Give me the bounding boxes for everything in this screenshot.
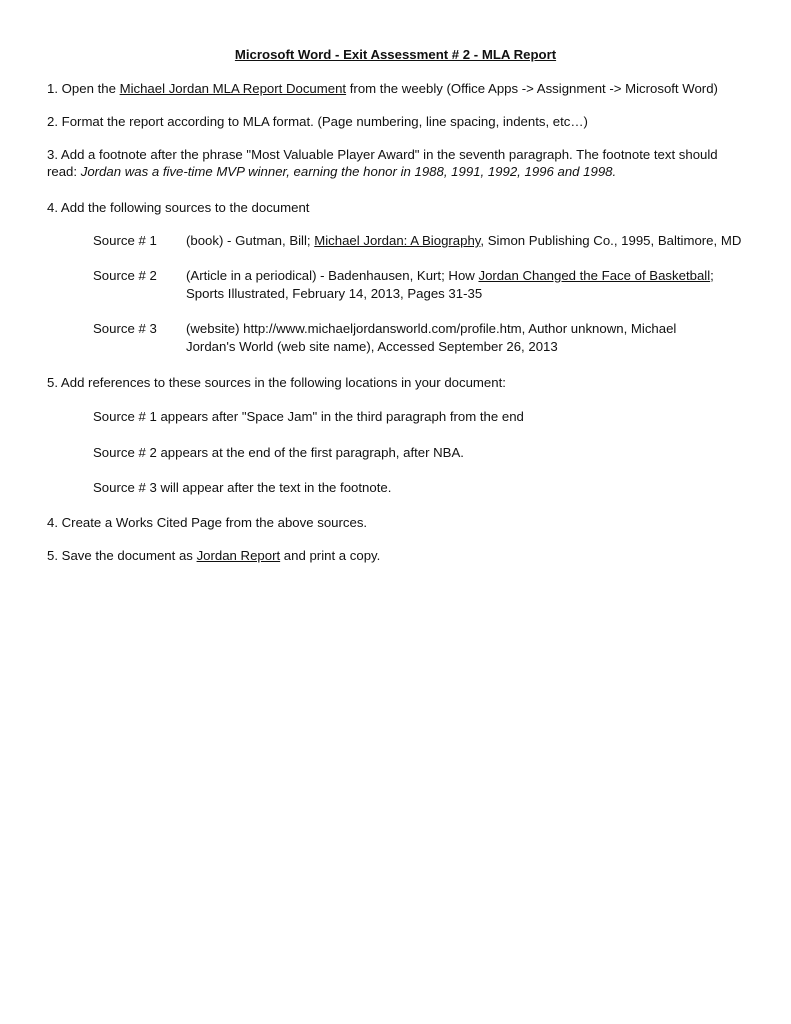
source-1-title: Michael Jordan: A Biography <box>314 233 481 248</box>
source-2-post: ; <box>710 268 714 283</box>
instruction-3-prefix: read: <box>47 164 81 179</box>
instruction-1 <box>47 80 718 97</box>
instruction-4: 4. Add the following sources to the document <box>47 200 310 215</box>
instruction-5-save-suffix: and print a copy. <box>280 548 381 563</box>
source-3-citation: (website) http://www.michaeljordansworld.com/profile.htm, Author unknown, Michael <box>186 321 677 336</box>
instruction-2: 2. Format the report according to MLA format. (Page numbering, line spacing, indents, etc…) <box>47 114 588 129</box>
source-3-citation-line-2: Jordan's World (web site name), Accessed September 26, 2013 <box>186 339 558 354</box>
source-2-label: Source # 2 <box>93 268 157 283</box>
source-2-pre: (Article in a periodical) - Badenhausen, Kurt; How <box>186 268 479 283</box>
instruction-5-save-prefix: 5. Save the document as <box>47 548 197 563</box>
instruction-5: 5. Add references to these sources in the following locations in your document: <box>47 375 506 390</box>
report-document-link[interactable]: Michael Jordan MLA Report Document <box>119 81 347 96</box>
file-name: Jordan Report <box>196 548 281 563</box>
source-2-citation <box>186 267 714 284</box>
document-title: Microsoft Word - Exit Assessment # 2 - MLA Report <box>234 47 557 62</box>
source-3-label: Source # 3 <box>93 321 157 336</box>
source-1-post: , Simon Publishing Co., 1995, Baltimore, MD <box>480 233 742 248</box>
source-1-pre: (book) - Gutman, Bill; <box>186 233 315 248</box>
instruction-1-prefix: 1. Open the <box>47 81 120 96</box>
instruction-5-save <box>47 547 380 564</box>
source-1-citation <box>186 232 741 249</box>
reference-2: Source # 2 appears at the end of the first paragraph, after NBA. <box>93 445 464 460</box>
reference-3: Source # 3 will appear after the text in the footnote. <box>93 480 392 495</box>
source-1-label: Source # 1 <box>93 233 157 248</box>
instruction-3-line-2 <box>47 163 616 180</box>
reference-1: Source # 1 appears after "Space Jam" in the third paragraph from the end <box>93 409 524 424</box>
instruction-4-works-cited: 4. Create a Works Cited Page from the above sources. <box>47 515 368 530</box>
source-2-citation-line-2: Sports Illustrated, February 14, 2013, Pages 31-35 <box>186 286 483 301</box>
instruction-3-line-1: 3. Add a footnote after the phrase "Most Valuable Player Award" in the seventh paragraph. The footnote text should <box>47 147 718 162</box>
instruction-1-suffix: from the weebly (Office Apps -> Assignment -> Microsoft Word) <box>346 81 718 96</box>
source-2-title: Jordan Changed the Face of Basketball <box>478 268 711 283</box>
footnote-text: Jordan was a five-time MVP winner, earning the honor in 1988, 1991, 1992, 1996 and 1998. <box>80 164 617 179</box>
